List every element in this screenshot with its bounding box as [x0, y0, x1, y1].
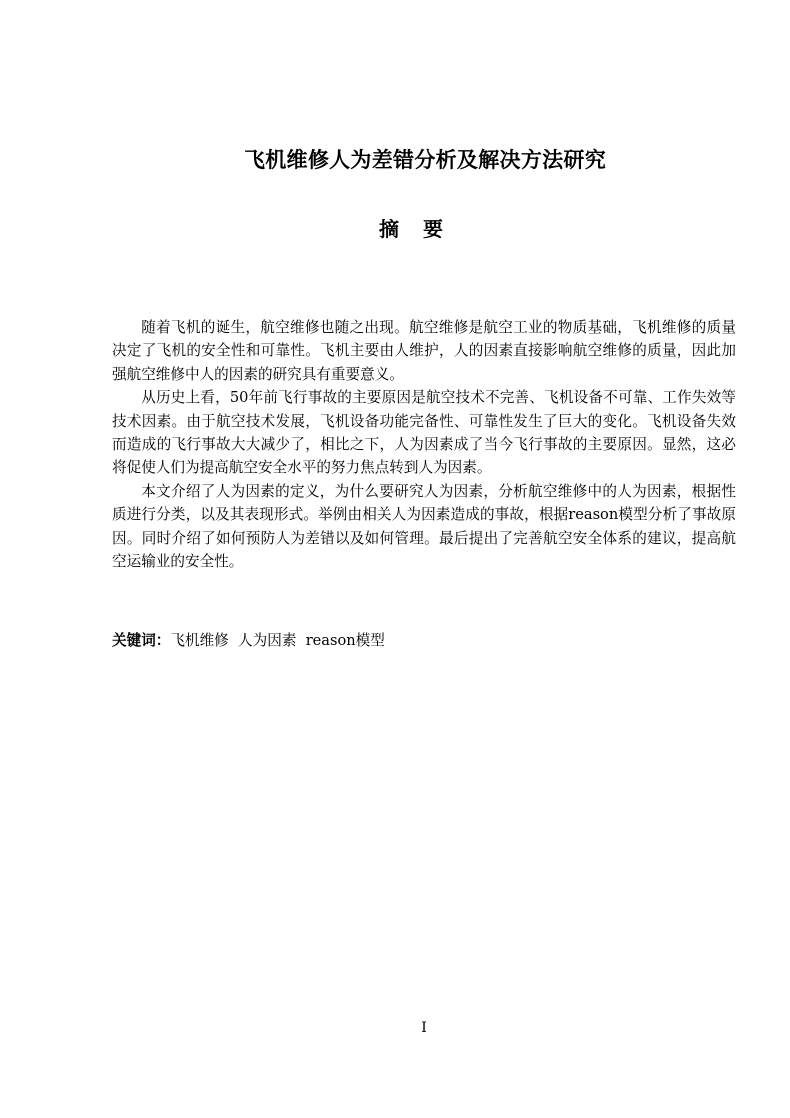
document-title: 飞机维修人为差错分析及解决方法研究	[243, 148, 607, 172]
abstract-heading: 摘要	[379, 217, 467, 241]
abstract-body	[112, 316, 736, 573]
abstract-paragraph-1: 随着飞机的诞生，航空维修也随之出现。航空维修是航空工业的物质基础，飞机维修的质量决定了飞机的安全性和可靠性。飞机主要由人维护，人的因素直接影响航空维修的质量，因此加强航空维修中人的因素的研究具有重要意义。	[112, 319, 736, 383]
keywords-label: 关键词：	[112, 632, 171, 649]
abstract-paragraph-2: 从历史上看，50年前飞行事故的主要原因是航空技术不完善、飞机设备不可靠、工作失效等技术因素。由于航空技术发展，飞机设备功能完备性、可靠性发生了巨大的变化。飞机设备失效而造成的飞行事故大大减少了，相比之下，人为因素成了当今飞行事故的主要原因。显然，这必将促使人们为提高航空安全水平的努力焦点转到人为因素。	[112, 389, 736, 477]
keywords-line	[112, 629, 736, 652]
keywords-value: 飞机维修 人为因素 reason模型	[170, 632, 385, 649]
page-number: I	[421, 1020, 427, 1036]
abstract-paragraph-3: 本文介绍了人为因素的定义，为什么要研究人为因素，分析航空维修中的人为因素，根据性质进行分类，以及其表现形式。举例由相关人为因素造成的事故，根据reason模型分析了事故原因。同时介绍了如何预防人为差错以及如何管理。最后提出了完善航空安全体系的建议，提高航空运输业的安全性。	[112, 482, 736, 571]
